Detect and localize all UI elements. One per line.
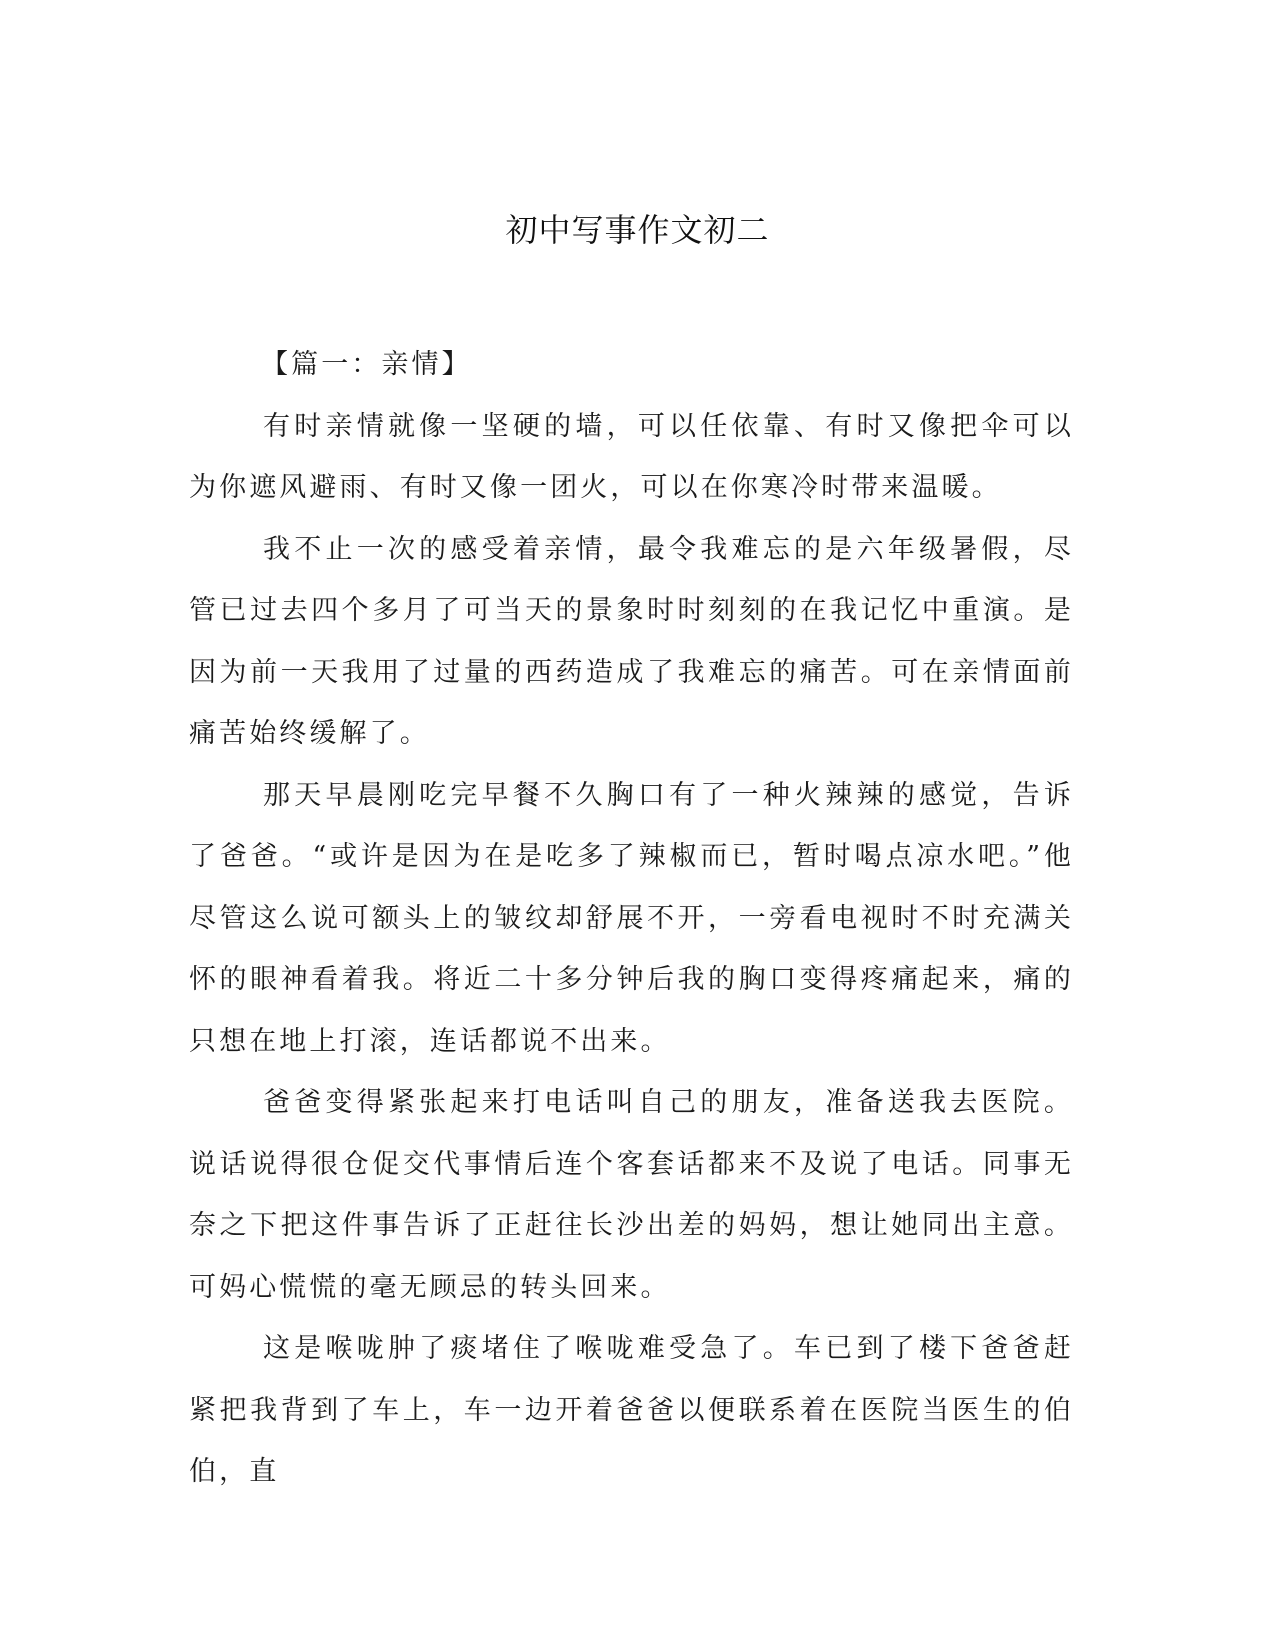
document-title: 初中写事作文初二 xyxy=(505,211,770,249)
paragraph-5: 这是喉咙肿了痰堵住了喉咙难受急了。车已到了楼下爸爸赶紧把我背到了车上，车一边开着爸爸以便联系着在医院当医生的伯伯，直 xyxy=(189,1333,1074,1487)
paragraph-1: 有时亲情就像一坚硬的墙，可以任依靠、有时又像把伞可以为你遮风避雨、有时又像一团火，可以在你寒冷时带来温暖。 xyxy=(189,410,1074,503)
paragraph-4: 爸爸变得紧张起来打电话叫自己的朋友，准备送我去医院。说话说得很仓促交代事情后连个客套话都来不及说了电话。同事无奈之下把这件事告诉了正赶往长沙出差的妈妈，想让她同出主意。可妈心慌慌的毫无顾忌的转头回来。 xyxy=(189,1087,1074,1303)
paragraph-3: 那天早晨刚吃完早餐不久胸口有了一种火辣辣的感觉，告诉了爸爸。“或许是因为在是吃多了辣椒而已，暂时喝点凉水吧。”他尽管这么说可额头上的皱纹却舒展不开，一旁看电视时不时充满关怀的眼神看着我。将近二十多分钟后我的胸口变得疼痛起来，痛的只想在地上打滚，连话都说不出来。 xyxy=(189,779,1074,1057)
section-heading: 【篇一：亲情】 xyxy=(261,349,472,380)
paragraph-2: 我不止一次的感受着亲情，最令我难忘的是六年级暑假，尽管已过去四个多月了可当天的景象时时刻刻的在我记忆中重演。是因为前一天我用了过量的西药造成了我难忘的痛苦。可在亲情面前痛苦始终缓解了。 xyxy=(189,533,1074,749)
document-body xyxy=(189,334,1074,1503)
